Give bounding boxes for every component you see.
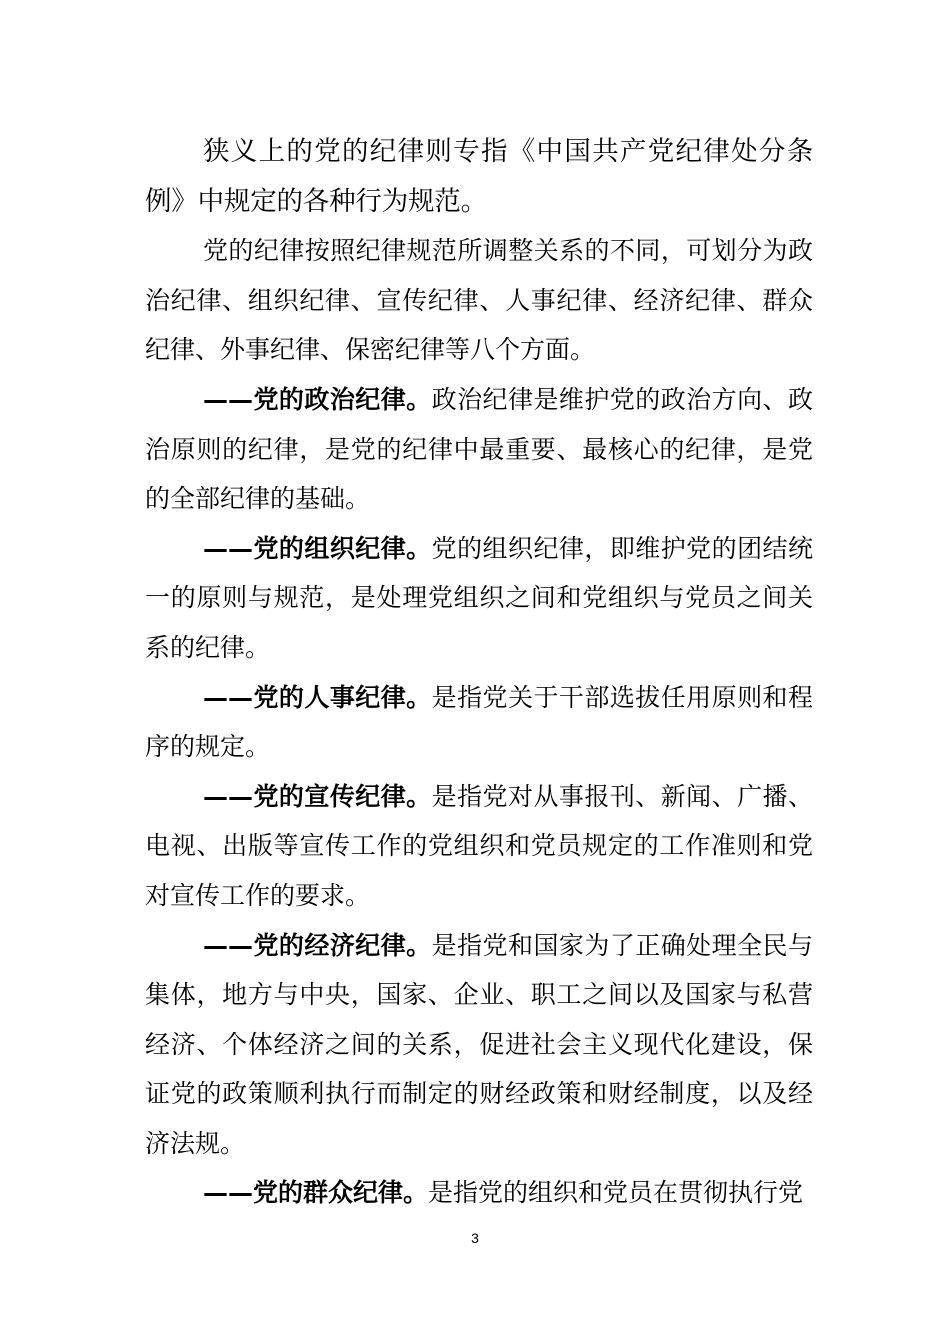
page-number: 3 [471, 1230, 479, 1246]
section-heading: ——党的人事纪律。 [203, 682, 432, 712]
paragraph-organizational-discipline [145, 524, 813, 673]
paragraph-text: 党的纪律按照纪律规范所调整关系的不同，可划分为政治纪律、组织纪律、宣传纪律、人事纪律、经济纪律、群众纪律、外事纪律、保密纪律等八个方面。 [145, 236, 813, 365]
paragraph-text: 狭义上的党的纪律则专指《中国共产党纪律处分条例》中规定的各种行为规范。 [145, 136, 813, 217]
paragraph-personnel-discipline [145, 673, 813, 772]
section-heading: ——党的组织纪律。 [203, 533, 432, 563]
paragraph-text: 是指党的组织和党员在贯彻执行党 [428, 1178, 804, 1208]
paragraph-mass-discipline [145, 1168, 813, 1218]
paragraph-text: 党的组织纪律，即维护党的团结统一的原则与规范，是处理党组织之间和党组织与党员之间关系的纪律。 [145, 533, 813, 662]
paragraph-categories [145, 226, 813, 375]
section-heading: ——党的宣传纪律。 [203, 781, 432, 811]
section-heading: ——党的经济纪律。 [203, 930, 432, 960]
paragraph-political-discipline [145, 375, 813, 524]
paragraph-publicity-discipline [145, 772, 813, 921]
document-body [145, 127, 813, 1218]
paragraph-text: 是指党对从事报刊、新闻、广播、电视、出版等宣传工作的党组织和党员规定的工作准则和党对宣传工作的要求。 [145, 781, 813, 910]
paragraph-economic-discipline [145, 921, 813, 1169]
section-heading: ——党的政治纪律。 [203, 384, 432, 414]
paragraph-text: 是指党和国家为了正确处理全民与集体，地方与中央，国家、企业、职工之间以及国家与私营经济、个体经济之间的关系，促进社会主义现代化建设，保证党的政策顺利执行而制定的财经政策和财经制度，以及经济法规。 [145, 930, 813, 1158]
paragraph-text: 是指党关于干部选拔任用原则和程序的规定。 [145, 682, 813, 762]
paragraph-intro [145, 127, 813, 226]
section-heading: ——党的群众纪律。 [203, 1178, 429, 1208]
paragraph-text: 政治纪律是维护党的政治方向、政治原则的纪律，是党的纪律中最重要、最核心的纪律，是党的全部纪律的基础。 [145, 384, 813, 514]
